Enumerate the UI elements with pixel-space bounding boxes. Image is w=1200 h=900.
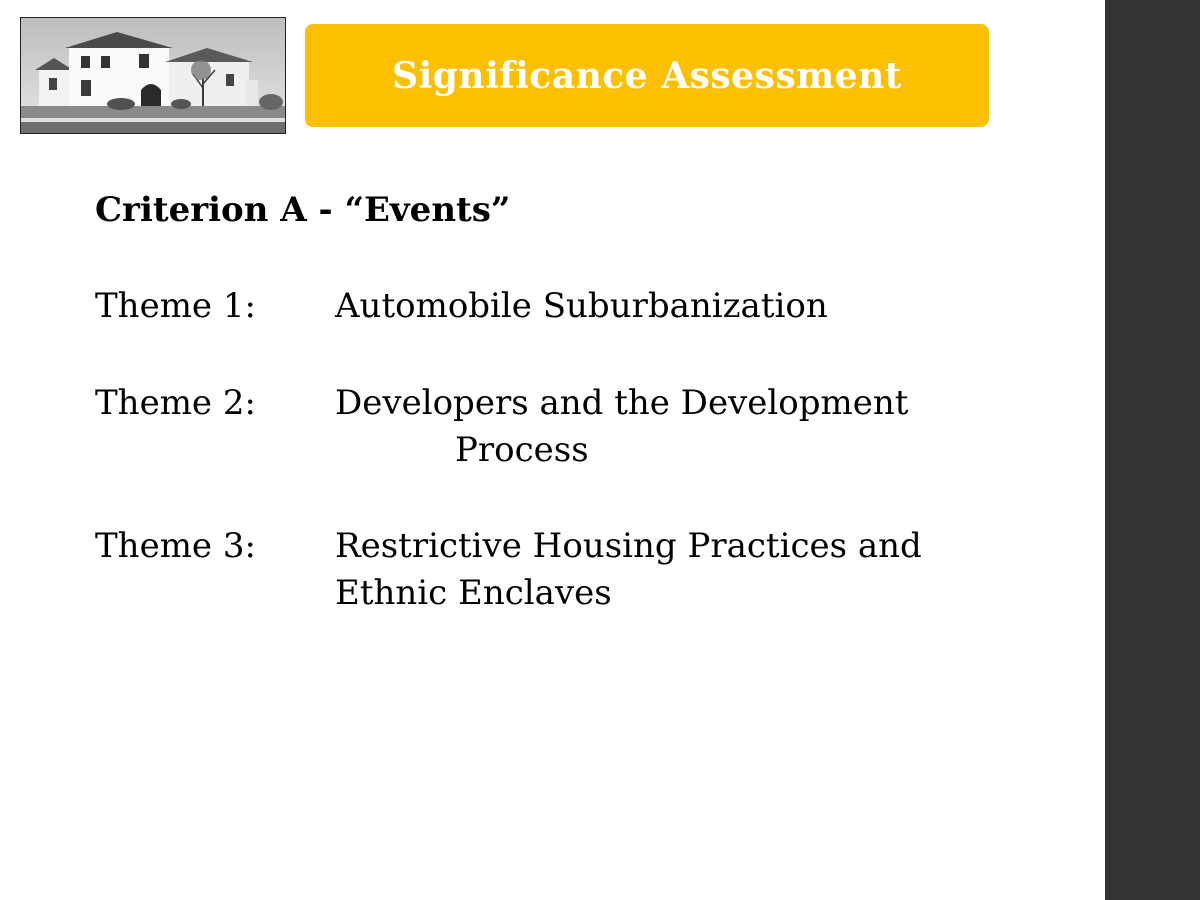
theme-label: Theme 1: (95, 286, 256, 326)
theme-label: Theme 2: (95, 383, 256, 423)
theme-line: Automobile Suburbanization (335, 286, 828, 326)
theme-line: Developers and the Development (335, 383, 909, 423)
theme-text (335, 380, 1055, 474)
theme-label: Theme 3: (95, 526, 256, 566)
theme-line: Ethnic Enclaves (335, 573, 612, 613)
title-banner (305, 24, 989, 127)
theme-text (335, 283, 1055, 330)
criterion-heading: Criterion A - “Events” (95, 190, 511, 230)
slide-title: Significance Assessment (392, 54, 902, 97)
theme-line: Process (455, 430, 589, 470)
house-photo (20, 17, 286, 134)
theme-line: Restrictive Housing Practices and (335, 526, 922, 566)
right-side-bar (1105, 0, 1200, 900)
house-illustration (21, 18, 285, 133)
theme-text (335, 523, 1055, 617)
